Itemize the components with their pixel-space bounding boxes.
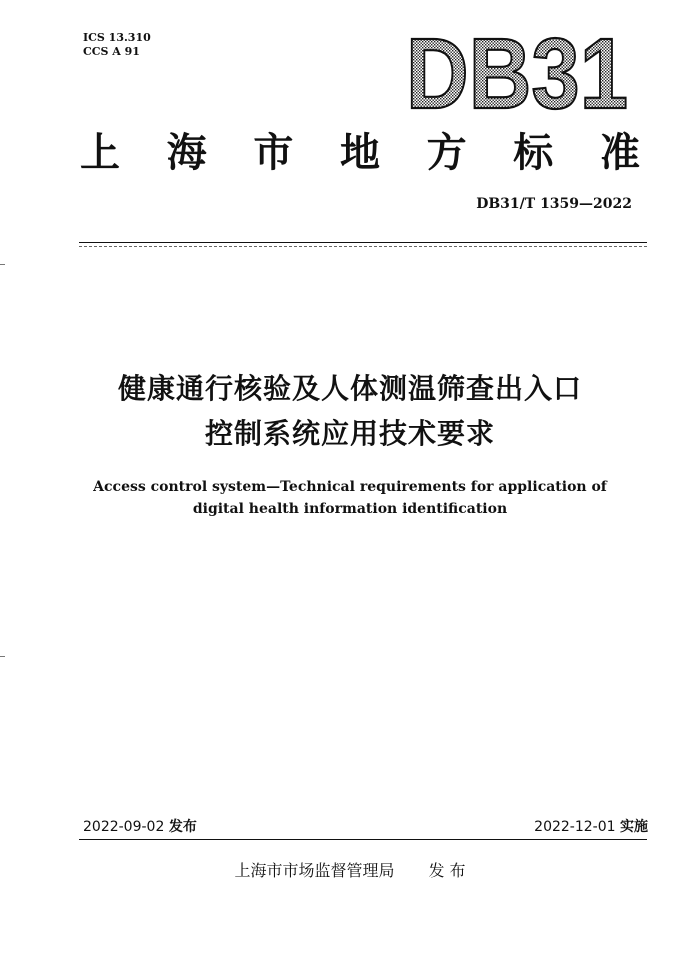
- ccs-code: CCS A 91: [83, 45, 140, 58]
- publish-date: 2022-09-02: [83, 819, 165, 835]
- footer-rule: [79, 839, 647, 840]
- issuer-action: 发 布: [428, 861, 466, 880]
- header-rule: [79, 242, 647, 243]
- org-title-char: 标: [513, 130, 554, 176]
- implement-date: 2022-12-01: [534, 819, 616, 835]
- standard-number: DB31/T 1359—2022: [476, 196, 632, 212]
- org-title-char: 地: [339, 130, 380, 176]
- classification-codes: [83, 31, 151, 59]
- title-en-line2: digital health information identification: [192, 501, 508, 517]
- implement-date-block: [534, 816, 648, 836]
- db31-logo: [406, 18, 630, 130]
- title-cn-line1: 健康通行核验及人体测温筛查出入口: [117, 372, 582, 405]
- org-title-char: 方: [426, 130, 467, 176]
- org-title: [80, 128, 640, 178]
- db31-logo-graphic: [406, 18, 630, 130]
- org-title-char: 市: [253, 130, 294, 176]
- issuer-name: 上海市市场监督管理局: [234, 861, 395, 880]
- publish-date-block: [83, 816, 197, 836]
- title-en-line1: Access control system—Technical requirements for application of: [93, 479, 607, 495]
- scan-edge-mark: [0, 656, 5, 657]
- org-title-char: 准: [599, 130, 640, 176]
- publish-label: 发布: [168, 819, 197, 835]
- ics-code: ICS 13.310: [83, 31, 151, 44]
- publisher-line: [0, 858, 700, 881]
- scan-edge-mark: [0, 264, 5, 265]
- title-cn-line2: 控制系统应用技术要求: [204, 417, 495, 450]
- implement-label: 实施: [620, 819, 648, 835]
- org-title-char: 上: [80, 130, 120, 176]
- org-title-char: 海: [166, 130, 207, 176]
- header-rule-secondary: [79, 246, 647, 247]
- logo-text: DB31: [406, 18, 628, 130]
